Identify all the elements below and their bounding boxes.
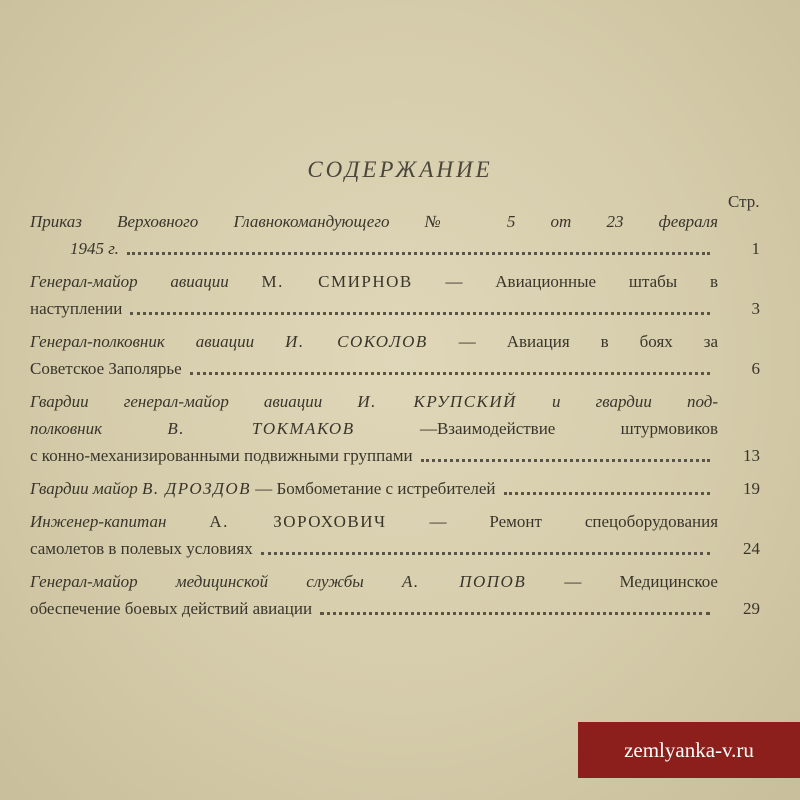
entry-title: — Авиация в боях за [458, 332, 719, 351]
entry-author-rank: полковник [30, 419, 103, 438]
entry-title: Приказ Верховного Главнокомандующего № 5 от 23 февраля [30, 212, 718, 231]
entry-title: — Бомбометание с истребителей [255, 479, 496, 498]
entry-author-name: В. ДРОЗДОВ [142, 479, 252, 498]
leader-dots [130, 312, 710, 315]
entry-title-cont: обеспечение боевых действий авиации [30, 599, 313, 618]
entry-title-cont: с конно-механизированными подвижными группами [30, 446, 413, 465]
entry-title: — Авиационные штабы в [445, 272, 718, 291]
entry-title: — Медицинское [564, 572, 718, 591]
entry-author-name: М. СМИРНОВ [261, 272, 413, 291]
contents-title: СОДЕРЖАНИЕ [307, 157, 493, 182]
entry-author-rank: Генерал-полковник авиации [30, 332, 255, 351]
toc-entry [30, 475, 760, 502]
entry-title-cont: Советское Заполярье [30, 359, 182, 378]
page-number: 3 [751, 299, 760, 318]
entry-author-name: И. СОКОЛОВ [285, 332, 428, 351]
entry-author-name: А. ПОПОВ [401, 572, 527, 591]
page-number: 6 [751, 359, 760, 378]
toc-entry [30, 208, 760, 262]
page-number: 1 [751, 239, 760, 258]
entry-author-name: А. ЗОРОХОВИЧ [209, 512, 387, 531]
page-number: 24 [743, 539, 760, 558]
table-of-contents [30, 208, 760, 628]
site-watermark: zemlyanka-v.ru [578, 722, 800, 778]
entry-title-cont: наступлении [30, 299, 123, 318]
toc-entry [30, 328, 760, 382]
entry-title: — Ремонт спецоборудования [429, 512, 719, 531]
entry-author-rank: Гвардии генерал-майор авиации [30, 392, 323, 411]
entry-author-rank: Гвардии майор [30, 479, 138, 498]
entry-author-name: И. КРУПСКИЙ [357, 392, 517, 411]
toc-entry [30, 568, 760, 622]
page-number: 19 [743, 479, 760, 498]
page-column-header: Стр. [728, 192, 760, 211]
entry-title-cont: 1945 г. [70, 239, 119, 258]
entry-author-cont: и гвардии под- [552, 392, 718, 411]
page-number: 29 [743, 599, 760, 618]
entry-author-rank: Генерал-майор медицинской службы [30, 572, 364, 591]
entry-author-rank: Генерал-майор авиации [30, 272, 229, 291]
page-number: 13 [743, 446, 760, 465]
entry-author-rank: Инженер-капитан [30, 512, 167, 531]
entry-author-name: В. ТОКМАКОВ [167, 419, 355, 438]
entry-title: —Взаимодействие штурмовиков [419, 419, 719, 438]
leader-dots [127, 252, 710, 255]
leader-dots [421, 459, 710, 462]
leader-dots [504, 492, 710, 495]
toc-entry [30, 508, 760, 562]
entry-title-cont: самолетов в полевых условиях [30, 539, 253, 558]
leader-dots [261, 552, 710, 555]
toc-entry [30, 388, 760, 469]
leader-dots [320, 612, 710, 615]
leader-dots [190, 372, 710, 375]
toc-entry [30, 268, 760, 322]
